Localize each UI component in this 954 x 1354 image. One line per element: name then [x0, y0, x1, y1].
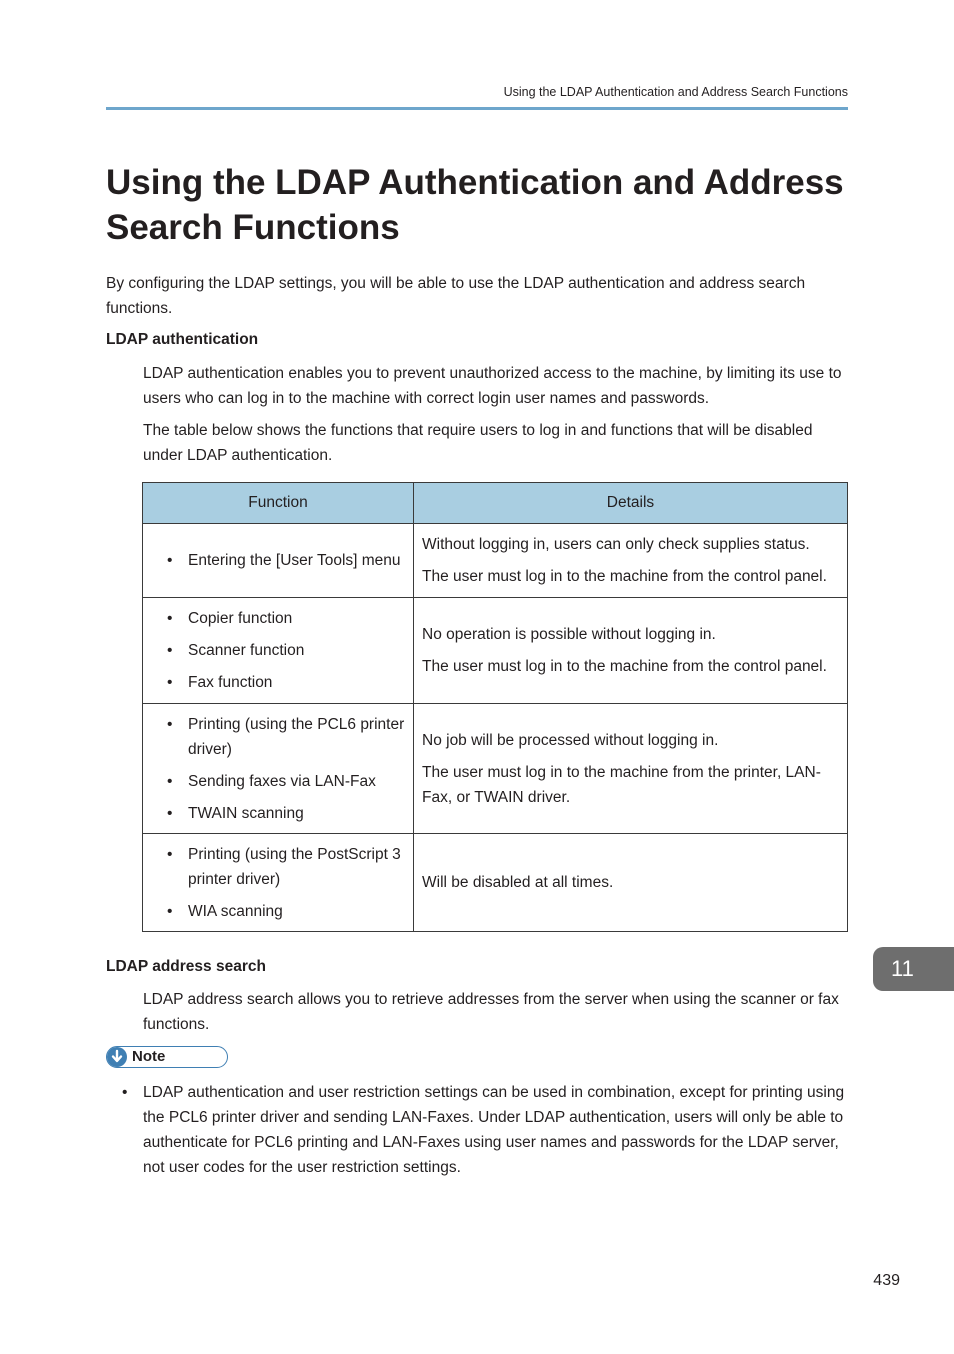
ldap-auth-heading: LDAP authentication: [106, 331, 259, 348]
function-cell: [143, 598, 414, 704]
detail-text: Will be disabled at all times.: [422, 874, 614, 891]
detail-text: No operation is possible without logging in.: [422, 626, 716, 643]
details-cell: [414, 524, 848, 598]
function-list: [167, 842, 405, 924]
function-item: • Fax function: [167, 670, 405, 695]
column-header-details: Details: [414, 483, 848, 524]
function-item: • Copier function: [167, 606, 405, 631]
function-table: [142, 482, 848, 932]
function-item: • Printing (using the PostScript 3 printer driver): [167, 842, 405, 892]
note-item: • LDAP authentication and user restriction settings can be used in combination, except for printing using the PCL6 printer driver and sending LAN-Faxes. Under LDAP authentication, users will only be able to authenticate for PCL6 printing and LAN-Faxes using user names and passwords for the LDAP server, not user codes for the user restriction settings.: [122, 1080, 848, 1180]
table-header-row: [143, 483, 848, 524]
ldap-search-heading: LDAP address search: [106, 958, 266, 975]
chapter-tab: 11: [873, 947, 954, 991]
function-list: [167, 606, 405, 695]
table-row: [143, 704, 848, 834]
function-list: [167, 712, 405, 826]
function-list: [167, 548, 405, 573]
table-row: [143, 598, 848, 704]
function-item: • Sending faxes via LAN-Fax: [167, 769, 405, 794]
running-header: Using the LDAP Authentication and Address Search Functions: [503, 85, 848, 99]
note-badge: [106, 1046, 228, 1068]
function-cell: [143, 704, 414, 834]
function-item: • Printing (using the PCL6 printer driver): [167, 712, 405, 762]
detail-text: The user must log in to the machine from the printer, LAN-Fax, or TWAIN driver.: [422, 763, 821, 806]
column-header-function: Function: [143, 483, 414, 524]
function-cell: [143, 524, 414, 598]
down-arrow-circle-icon: [107, 1047, 127, 1067]
page-title: Using the LDAP Authentication and Address Search Functions: [106, 163, 844, 247]
detail-text: No job will be processed without logging in.: [422, 731, 719, 749]
function-item: • TWAIN scanning: [167, 801, 405, 826]
note-label: Note: [132, 1048, 166, 1065]
function-item: • Entering the [User Tools] menu: [167, 548, 405, 573]
ldap-auth-paragraph-1: LDAP authentication enables you to prevent unauthorized access to the machine, by limiting its use to users who can log in to the machine with correct login user names and passwords.: [143, 365, 842, 407]
table-row: [143, 524, 848, 598]
note-list: [122, 1080, 848, 1180]
page-number: 439: [873, 1272, 900, 1289]
details-cell: [414, 834, 848, 932]
intro-paragraph: By configuring the LDAP settings, you will be able to use the LDAP authentication and address search functions.: [106, 275, 806, 317]
table-row: [143, 834, 848, 932]
details-cell: [414, 598, 848, 704]
function-cell: [143, 834, 414, 932]
ldap-search-paragraph: LDAP address search allows you to retrieve addresses from the server when using the scanner or fax functions.: [143, 991, 839, 1033]
details-cell: [414, 704, 848, 834]
function-item: • WIA scanning: [167, 899, 405, 924]
ldap-auth-paragraph-2: The table below shows the functions that require users to log in and functions that will be disabled under LDAP authentication.: [143, 422, 813, 464]
detail-text: The user must log in to the machine from the control panel.: [422, 658, 827, 675]
header-rule: [106, 107, 848, 110]
detail-text: The user must log in to the machine from the control panel.: [422, 568, 827, 585]
detail-text: Without logging in, users can only check supplies status.: [422, 536, 810, 553]
function-item: • Scanner function: [167, 638, 405, 663]
